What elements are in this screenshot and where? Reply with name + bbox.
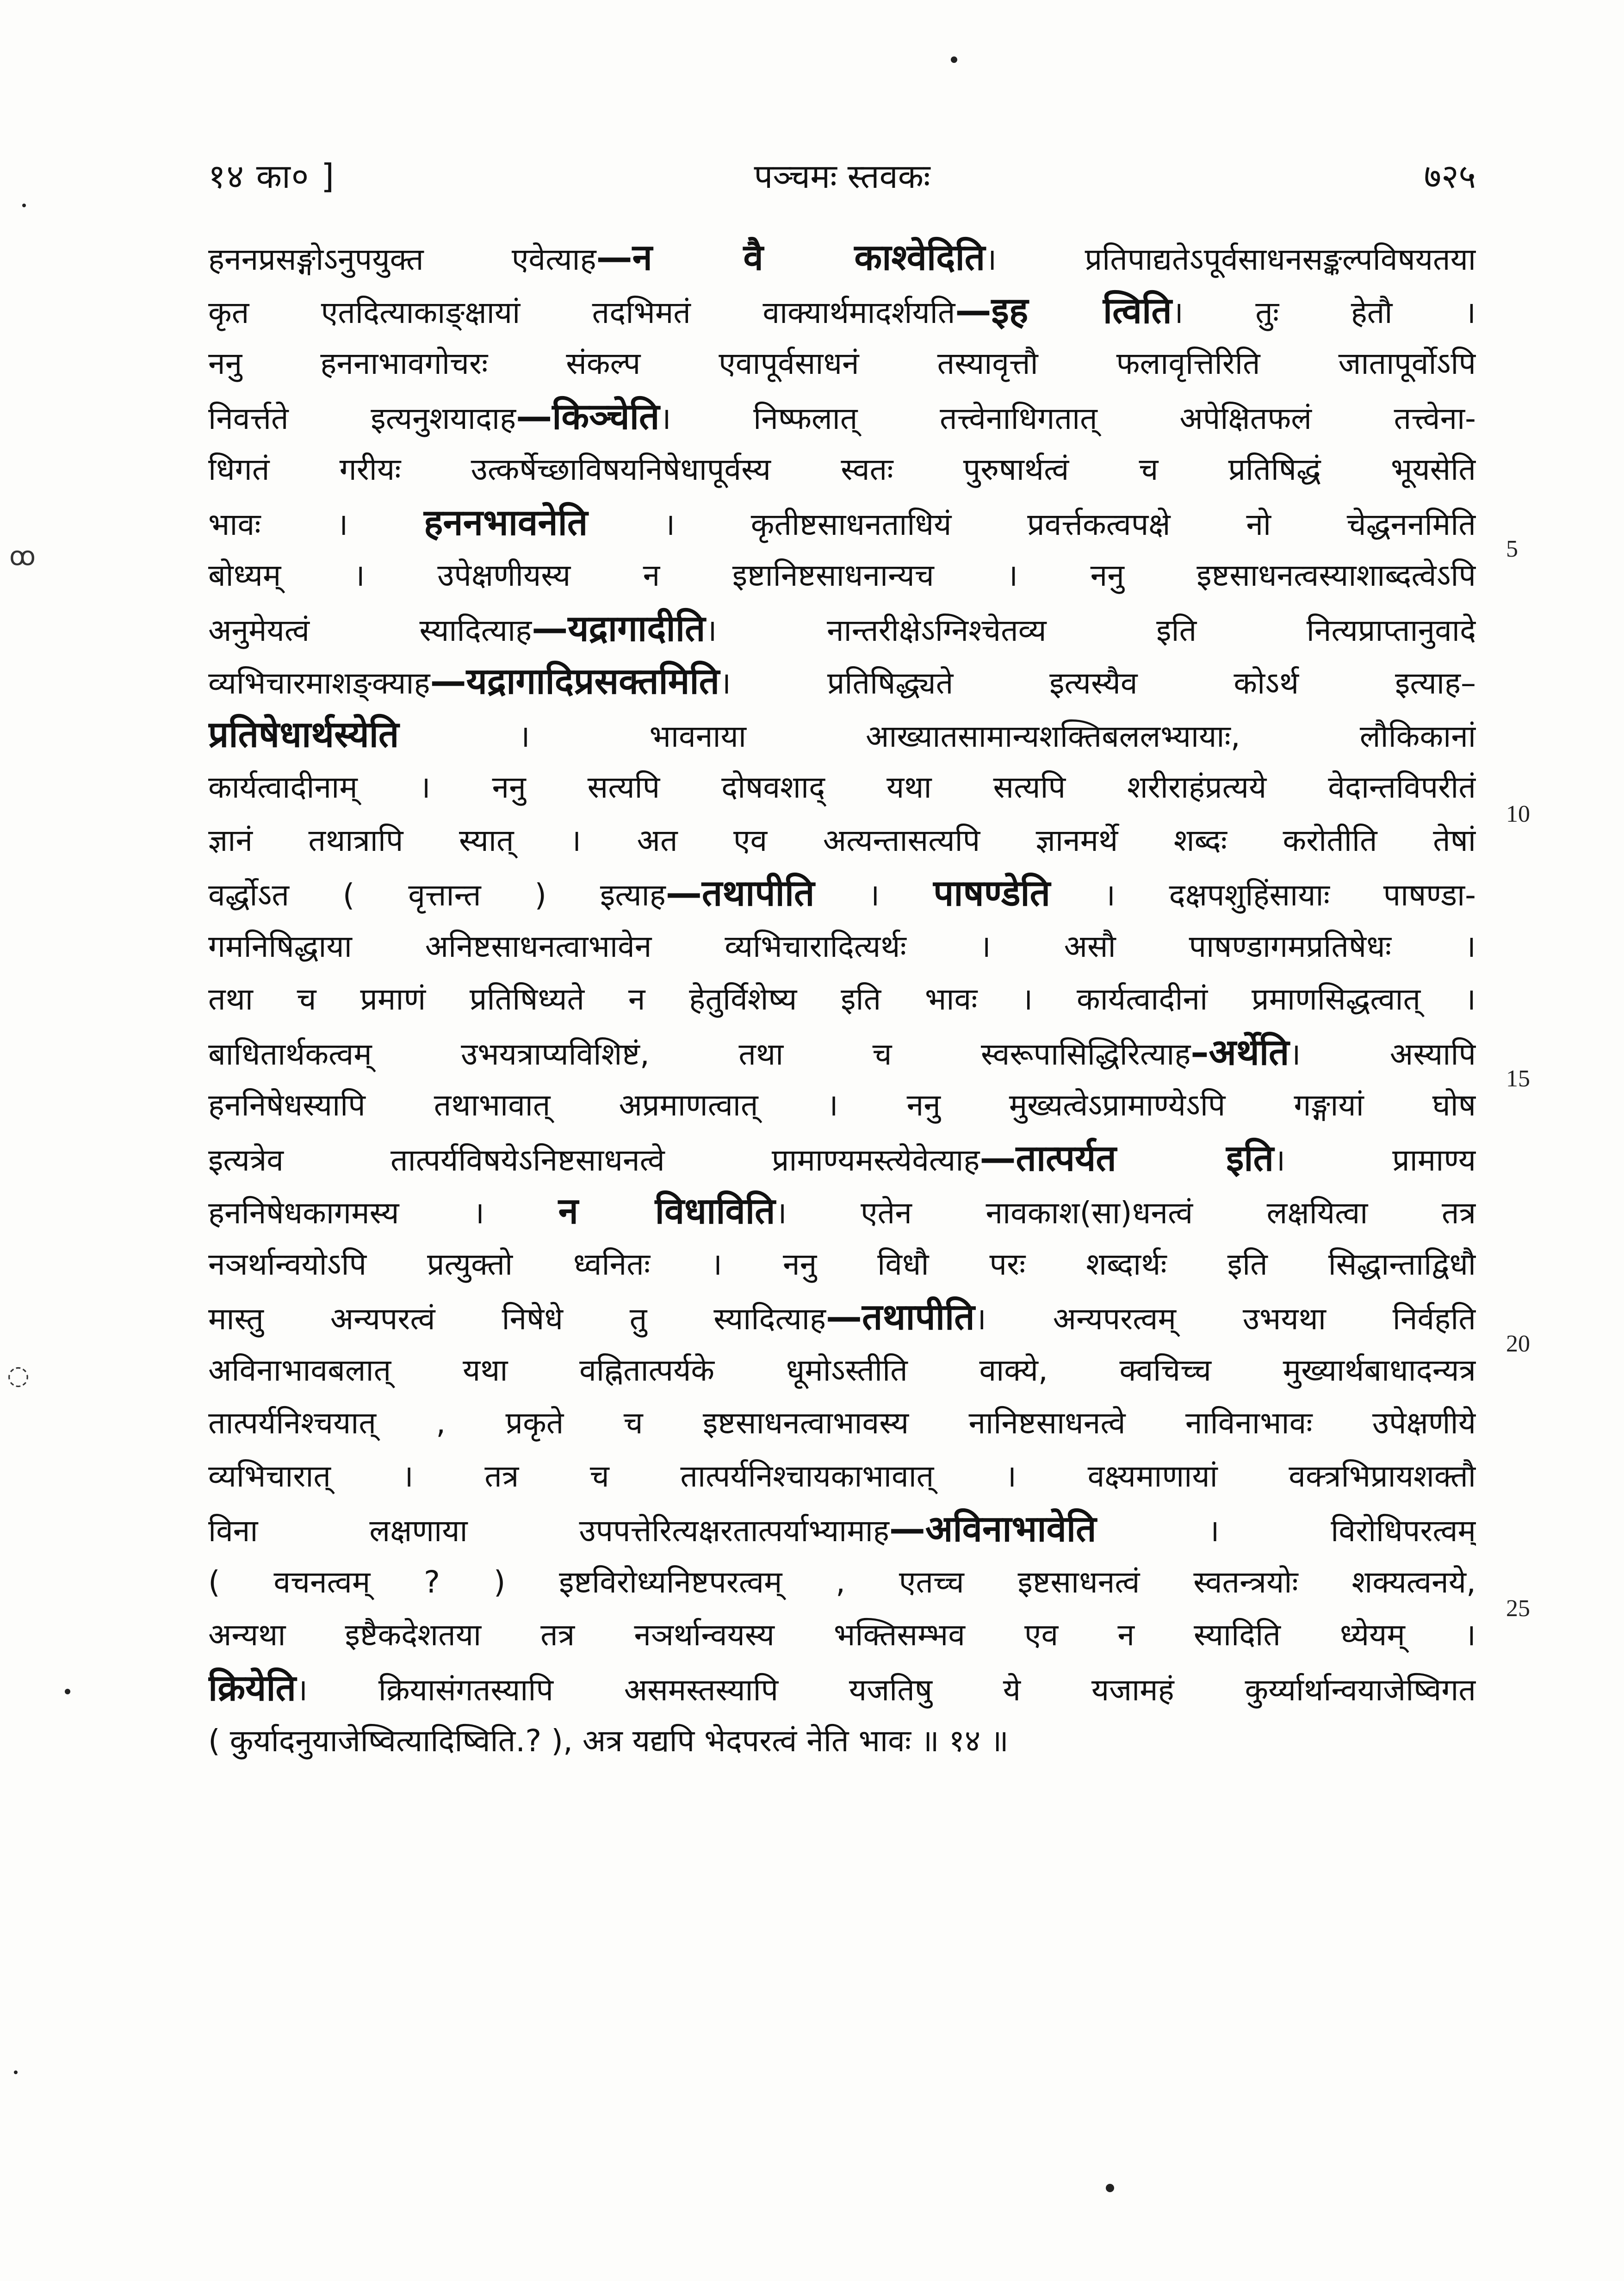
text-line <box>208 1291 1476 1344</box>
text-segment: अविनाभावबलात् यथा वह्नितात्पर्यके धूमोऽस्तीति वाक्ये, क्वचिच्च मुख्यार्थबाधादन्यत्र <box>208 1352 1476 1388</box>
text-segment: तथा च प्रमाणं प्रतिषिध्यते न हेतुर्विशेष्य इति भावः । कार्यत्वादीनां प्रमाणसिद्धत्वात् । <box>208 981 1476 1017</box>
text-segment: बाधितार्थकत्वम् उभयत्राप्यविशिष्टं, तथा च स्वरूपासिद्धिरित्याह <box>208 1036 1191 1072</box>
text-segment: । प्रतिपाद्यतेऽपूर्वसाधनसङ्कल्पविषयतया <box>985 242 1476 277</box>
text-line <box>208 1079 1476 1132</box>
text-segment: । निष्फलात् तत्त्वेनाधिगतात् अपेक्षितफलं तत्त्वेना- <box>659 400 1476 436</box>
text-segment: । क्रियासंगतस्यापि असमस्तस्यापि यजतिषु ये यजामहं कुर्य्यार्थान्वयाजेष्विगत <box>296 1672 1476 1708</box>
scan-speck <box>951 56 957 63</box>
pratika-keyword: —किञ्चेति <box>516 396 660 438</box>
page-header <box>208 153 1476 204</box>
text-segment: । प्रतिषिद्ध्यते इत्यस्यैव कोऽर्थ इत्याह– <box>719 665 1476 701</box>
text-segment: । प्रामाण्य <box>1274 1142 1476 1178</box>
text-line <box>208 920 1476 973</box>
text-line <box>208 1503 1476 1556</box>
text-line <box>208 1132 1476 1185</box>
text-line <box>208 1026 1476 1079</box>
pratika-keyword: —तथापीति <box>826 1296 975 1338</box>
pratika-keyword: पाषण्डेति <box>933 873 1051 914</box>
scan-speck <box>14 2070 18 2074</box>
text-segment: । नान्तरीक्षेऽग्निश्चेतव्य इति नित्यप्राप्तानुवादे <box>705 612 1476 648</box>
text-segment: कार्यत्वादीनाम् । ननु सत्यपि दोषवशाद् यथा सत्यपि शरीराहंप्रत्यये वेदान्तविपरीतं <box>208 769 1476 805</box>
text-segment: । दक्षपशुहिंसायाः पाषण्डा- <box>1050 877 1476 913</box>
text-segment: । अन्यपरत्वम् उभयथा निर्वहति <box>974 1301 1476 1337</box>
text-segment: अन्यथा इष्टैकदेशतया तत्र नञर्थान्वयस्य भक्तिसम्भव एव न स्यादिति ध्येयम् । <box>208 1617 1476 1653</box>
text-segment: । भावनाया आख्यातसामान्यशक्तिबललभ्यायाः, लौकिकानां <box>399 718 1476 754</box>
text-line <box>208 655 1476 708</box>
text-segment: वर्द्धोऽत ( वृत्तान्त ) इत्याह <box>208 877 666 913</box>
text-segment: विना लक्षणाया उपपत्तेरित्यक्षरतात्पर्याभ्यामाह <box>208 1513 889 1549</box>
text-line <box>208 1344 1476 1397</box>
text-line <box>208 602 1476 656</box>
text-segment: बोध्यम् । उपेक्षणीयस्य न इष्टानिष्टसाधनान्यच । ननु इष्टसाधनत्वस्याशाब्दत्वेऽपि <box>208 558 1476 593</box>
header-page-number: ७२५ <box>1424 157 1476 196</box>
text-line <box>208 761 1476 814</box>
text-segment: । विरोधिपरत्वम् <box>1096 1513 1476 1549</box>
text-line <box>208 1450 1476 1503</box>
pratika-keyword: –अर्थेति <box>1190 1031 1289 1073</box>
line-number-25: 25 <box>1506 1595 1530 1622</box>
pratika-keyword: हननभावनेति <box>423 502 588 544</box>
text-line <box>208 1397 1476 1450</box>
text-segment: व्यभिचारात् । तत्र च तात्पर्यनिश्चायकाभावात् । वक्ष्यमाणायां वक्त्रभिप्रायशक्तौ <box>208 1458 1476 1494</box>
text-segment: । तुः हेतौ । <box>1172 294 1476 330</box>
text-segment: ( वचनत्वम् ? ) इष्टविरोध्यनिष्टपरत्वम् , एतच्च इष्टसाधनत्वं स्वतन्त्रयोः शक्यत्वनये, <box>208 1564 1476 1600</box>
text-segment: इत्यत्रेव तात्पर्यविषयेऽनिष्टसाधनत्वे प्रामाण्यमस्त्येवेत्याह <box>208 1142 980 1178</box>
text-segment: ( कुर्यादनुयाजेष्वित्यादिष्विति.? ), अत्र यद्यपि भेदपरत्वं नेति भावः ॥ १४ ॥ <box>208 1723 1009 1759</box>
text-segment: । कृतीष्टसाधनताधियं प्रवर्त्तकत्वपक्षे नो चेद्धननमिति <box>588 506 1476 542</box>
pratika-keyword: —यद्रागादिप्रसक्तमिति <box>430 661 720 702</box>
text-segment: । अस्यापि <box>1289 1036 1476 1072</box>
text-line <box>208 973 1476 1026</box>
text-line <box>208 1238 1476 1291</box>
line-number-10: 10 <box>1506 801 1530 827</box>
scan-speck <box>22 204 26 207</box>
pratika-keyword: —तात्पर्यत इति <box>979 1137 1274 1179</box>
text-segment: तात्पर्यनिश्चयात् , प्रकृते च इष्टसाधनत्वाभावस्य नानिष्टसाधनत्वे नाविनाभावः उपेक्षणीये <box>208 1405 1476 1441</box>
text-line <box>208 1715 1476 1768</box>
scan-mark-left-lower: ◌ <box>7 1360 30 1390</box>
text-segment: हननप्रसङ्गोऽनुपयुक्त एवेत्याह <box>208 242 596 277</box>
text-segment: हननिषेधस्यापि तथाभावात् अप्रमाणत्वात् । ननु मुख्यत्वेऽप्रामाण्येऽपि गङ्गायां घोष <box>208 1087 1476 1123</box>
text-segment: धिगतं गरीयः उत्कर्षेच्छाविषयनिषेधापूर्वस्य स्वतः पुरुषार्थत्वं च प्रतिषिद्धं भूयसेति <box>208 452 1476 487</box>
pratika-keyword: —यद्रागादीति <box>532 607 706 650</box>
line-number-15: 15 <box>1506 1066 1530 1092</box>
pratika-keyword: —न वै काश्वेदिति <box>596 237 986 279</box>
text-line <box>208 443 1476 496</box>
text-segment: हननिषेधकागमस्य । <box>208 1195 558 1231</box>
text-line <box>208 496 1476 550</box>
text-segment: ज्ञानं तथात्रापि स्यात् । अत एव अत्यन्तासत्यपि ज्ञानमर्थे शब्दः करोतीति तेषां <box>208 822 1476 858</box>
text-line <box>208 708 1476 762</box>
text-segment: कृत एतदित्याकाङ्क्षायां तदभिमतं वाक्यार्थमादर्शयति <box>208 294 955 330</box>
text-line <box>208 231 1476 285</box>
text-segment: ननु हननाभावगोचरः संकल्प एवापूर्वसाधनं तस्यावृत्तौ फलावृत्तिरिति जातापूर्वोऽपि <box>208 346 1476 381</box>
line-number-5: 5 <box>1506 536 1518 562</box>
text-segment: निवर्त्तते इत्यनुशयादाह <box>208 400 516 436</box>
text-line <box>208 1662 1476 1715</box>
text-line <box>208 549 1476 602</box>
text-line <box>208 285 1476 338</box>
pratika-keyword: —तथापीति <box>665 873 815 914</box>
header-chapter-title: पञ्चमः स्तवकः <box>754 157 930 196</box>
scan-speck <box>65 1689 70 1694</box>
line-number-20: 20 <box>1506 1331 1530 1357</box>
text-line <box>208 814 1476 868</box>
pratika-keyword: क्रियेति <box>208 1667 297 1709</box>
text-segment: नञर्थान्वयोऽपि प्रत्युक्तो ध्वनितः । ननु विधौ परः शब्दार्थः इति सिद्धान्ताद्विधौ <box>208 1246 1476 1282</box>
pratika-keyword: —इह त्विति <box>955 290 1172 332</box>
text-line <box>208 1609 1476 1662</box>
text-line <box>208 390 1476 444</box>
text-segment: । <box>814 877 934 913</box>
text-line <box>208 1556 1476 1609</box>
text-line <box>208 867 1476 920</box>
commentary-text-block <box>208 231 1476 1768</box>
text-segment: मास्तु अन्यपरत्वं निषेधे तु स्यादित्याह <box>208 1301 826 1337</box>
text-segment: व्यभिचारमाशङ्क्याह <box>208 665 430 701</box>
text-line <box>208 1185 1476 1238</box>
scan-mark-left: ꝏ <box>9 541 36 571</box>
text-line <box>208 337 1476 390</box>
text-segment: । एतेन नावकाश(सा)धनत्वं लक्षयित्वा तत्र <box>775 1195 1476 1231</box>
scan-speck <box>1106 2184 1114 2192</box>
text-segment: अनुमेयत्वं स्यादित्याह <box>208 612 532 648</box>
pratika-keyword: प्रतिषेधार्थस्येति <box>208 713 399 756</box>
text-segment: भावः । <box>208 506 424 542</box>
header-section-reference: १४ का० ] <box>208 157 335 196</box>
text-segment: गमनिषिद्धाया अनिष्टसाधनत्वाभावेन व्यभिचारादित्यर्थः । असौ पाषण्डागमप्रतिषेधः । <box>208 928 1476 964</box>
pratika-keyword: —अविनाभावेति <box>889 1508 1097 1550</box>
pratika-keyword: न विधाविति <box>558 1190 775 1232</box>
